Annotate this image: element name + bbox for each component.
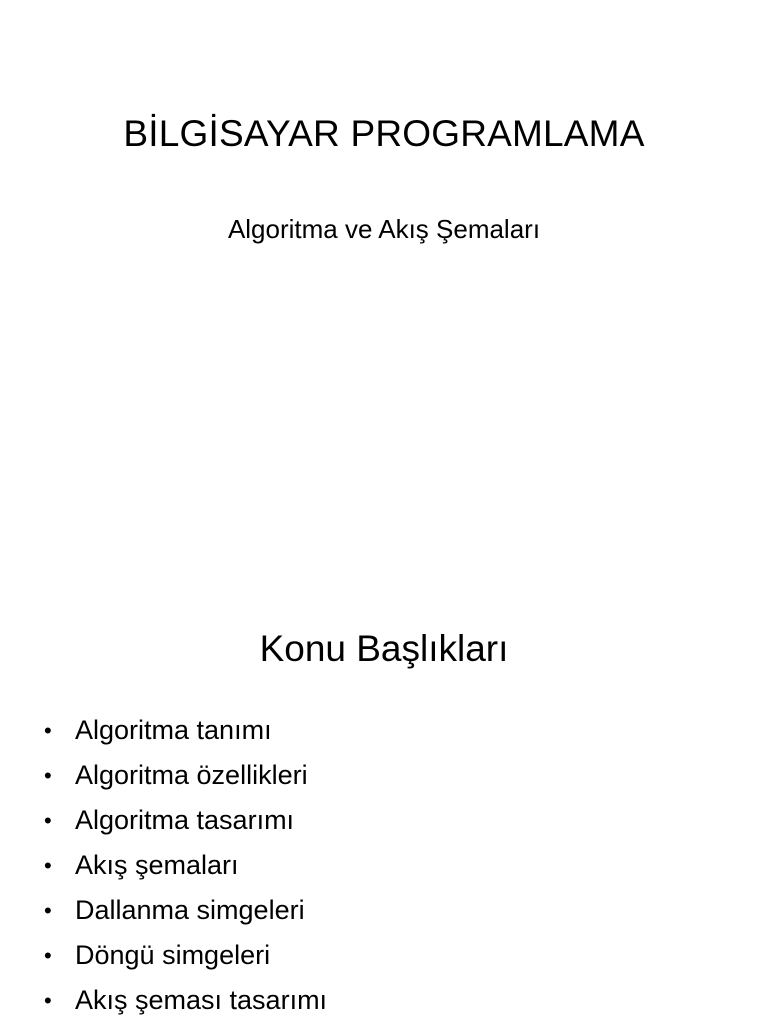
bullet-icon: •: [44, 853, 52, 878]
list-item-label: Dallanma simgeleri: [75, 895, 305, 925]
bullet-icon: •: [44, 808, 52, 833]
list-item: [44, 888, 327, 933]
list-item: [44, 753, 327, 798]
list-item: [44, 708, 327, 753]
list-item: [44, 798, 327, 843]
slide-subtitle: Algoritma ve Akış Şemaları: [227, 214, 541, 244]
list-item-label: Algoritma tanımı: [75, 715, 272, 745]
list-item-label: Algoritma tasarımı: [75, 805, 295, 835]
bullet-icon: •: [44, 763, 52, 788]
list-item: [44, 933, 327, 978]
bullet-icon: •: [44, 898, 52, 923]
list-item-label: Akış şemaları: [75, 850, 239, 880]
topics-list: [44, 708, 327, 1023]
bullet-icon: •: [44, 943, 52, 968]
bullet-icon: •: [44, 988, 52, 1013]
slide-title: BİLGİSAYAR PROGRAMLAMA: [123, 113, 645, 154]
topics-slide: [0, 576, 768, 1024]
list-item-label: Akış şeması tasarımı: [75, 985, 328, 1015]
list-item-label: Algoritma özellikleri: [75, 760, 308, 790]
topics-title: Konu Başlıkları: [259, 628, 509, 669]
list-item: [44, 843, 327, 888]
bullet-icon: •: [44, 718, 52, 743]
list-item: [44, 978, 327, 1023]
list-item-label: Döngü simgeleri: [75, 940, 271, 970]
